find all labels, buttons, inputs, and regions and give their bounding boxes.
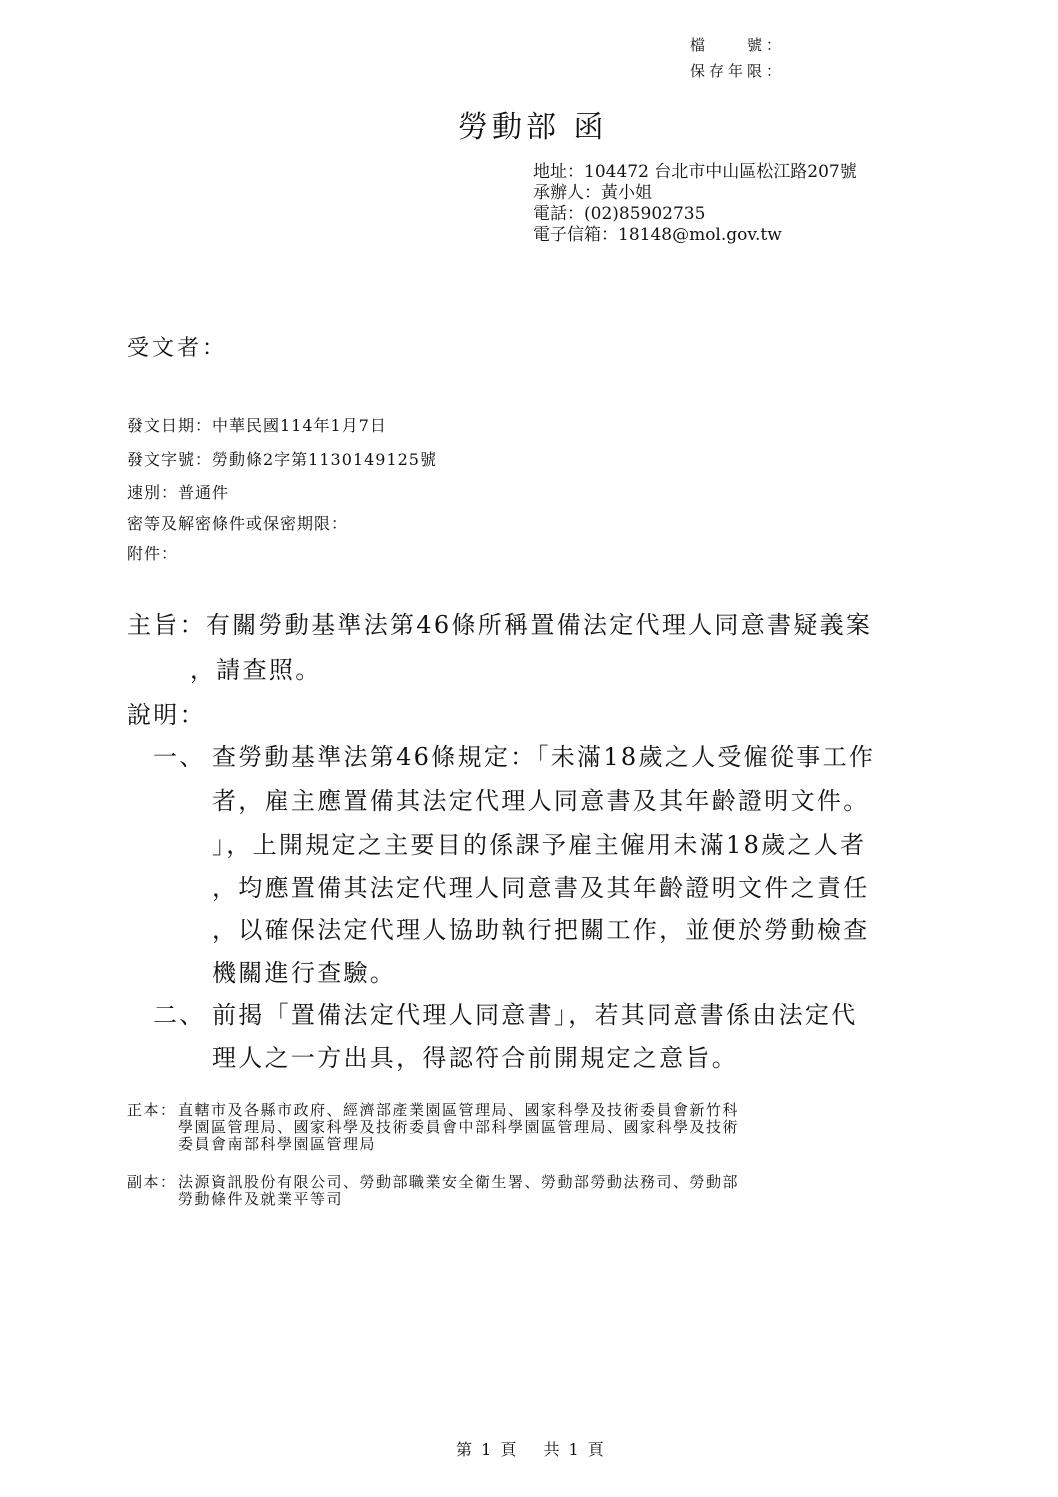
contact-handler: 承辦人：黃小姐: [533, 183, 652, 203]
delivery-speed: 速別：普通件: [127, 483, 230, 502]
item-2-marker: 二、: [153, 1001, 206, 1029]
subject-line-2: ，請查照。: [190, 656, 322, 684]
copy-recipients: [178, 1174, 739, 1208]
subject-line-1: 主旨：有關勞動基準法第46條所稱置備法定代理人同意書疑義案: [127, 611, 873, 639]
item-1-marker: 一、: [153, 743, 206, 771]
item-1-line: ，以確保法定代理人協助執行把關工作，並便於勞動檢查: [212, 916, 870, 944]
contact-address: 地址：104472 台北市中山區松江路207號: [533, 162, 857, 182]
contact-email: 電子信箱：18148@mol.gov.tw: [533, 225, 782, 245]
recipient-label: 受文者：: [127, 336, 228, 361]
original-recipients: [178, 1102, 739, 1153]
retention-period-label: 保存年限：: [690, 62, 786, 80]
original-recipients-line: 直轄市及各縣市政府、經濟部產業園區管理局、國家科學及技術委員會新竹科: [178, 1101, 740, 1119]
document-title: 勞動部 函: [458, 110, 608, 145]
attachments: 附件：: [127, 544, 179, 563]
secrecy-level: 密等及解密條件或保密期限：: [127, 514, 349, 533]
item-1-line: ，均應置備其法定代理人同意書及其年齡證明文件之責任: [212, 874, 870, 902]
document-number: 發文字號：勞動條2字第1130149125號: [127, 450, 437, 469]
page-number: 第 1 頁 共 1 頁: [456, 1440, 606, 1459]
item-1-line: 查勞動基準法第46條規定：「未滿18歲之人受僱從事工作: [212, 743, 876, 771]
item-1-line: 」，上開規定之主要目的係課予雇主僱用未滿18歲之人者: [212, 831, 867, 859]
copy-recipients-label: 副本：: [127, 1173, 177, 1191]
file-number-label: 檔 號：: [690, 36, 786, 54]
original-recipients-label: 正本：: [127, 1101, 177, 1119]
item-1-line: 機關進行查驗。: [212, 959, 397, 987]
item-2-line: 前揭「置備法定代理人同意書」，若其同意書係由法定代: [212, 1001, 858, 1029]
issue-date: 發文日期：中華民國114年1月7日: [127, 416, 387, 435]
copy-recipients-line: 法源資訊股份有限公司、勞動部職業安全衛生署、勞動部勞動法務司、勞動部: [178, 1173, 740, 1191]
original-recipients-line: 委員會南部科學園區管理局: [178, 1135, 377, 1153]
item-2-line: 理人之一方出具，得認符合前開規定之意旨。: [212, 1044, 738, 1072]
explanation-label: 說明：: [127, 701, 206, 729]
copy-recipients-line: 勞動條件及就業平等司: [178, 1190, 344, 1208]
item-1-line: 者，雇主應置備其法定代理人同意書及其年齡證明文件。: [212, 787, 870, 815]
contact-phone: 電話：(02)85902735: [533, 204, 706, 224]
original-recipients-line: 學園區管理局、國家科學及技術委員會中部科學園區管理局、國家科學及技術: [178, 1118, 740, 1136]
contact-block: [533, 162, 857, 246]
